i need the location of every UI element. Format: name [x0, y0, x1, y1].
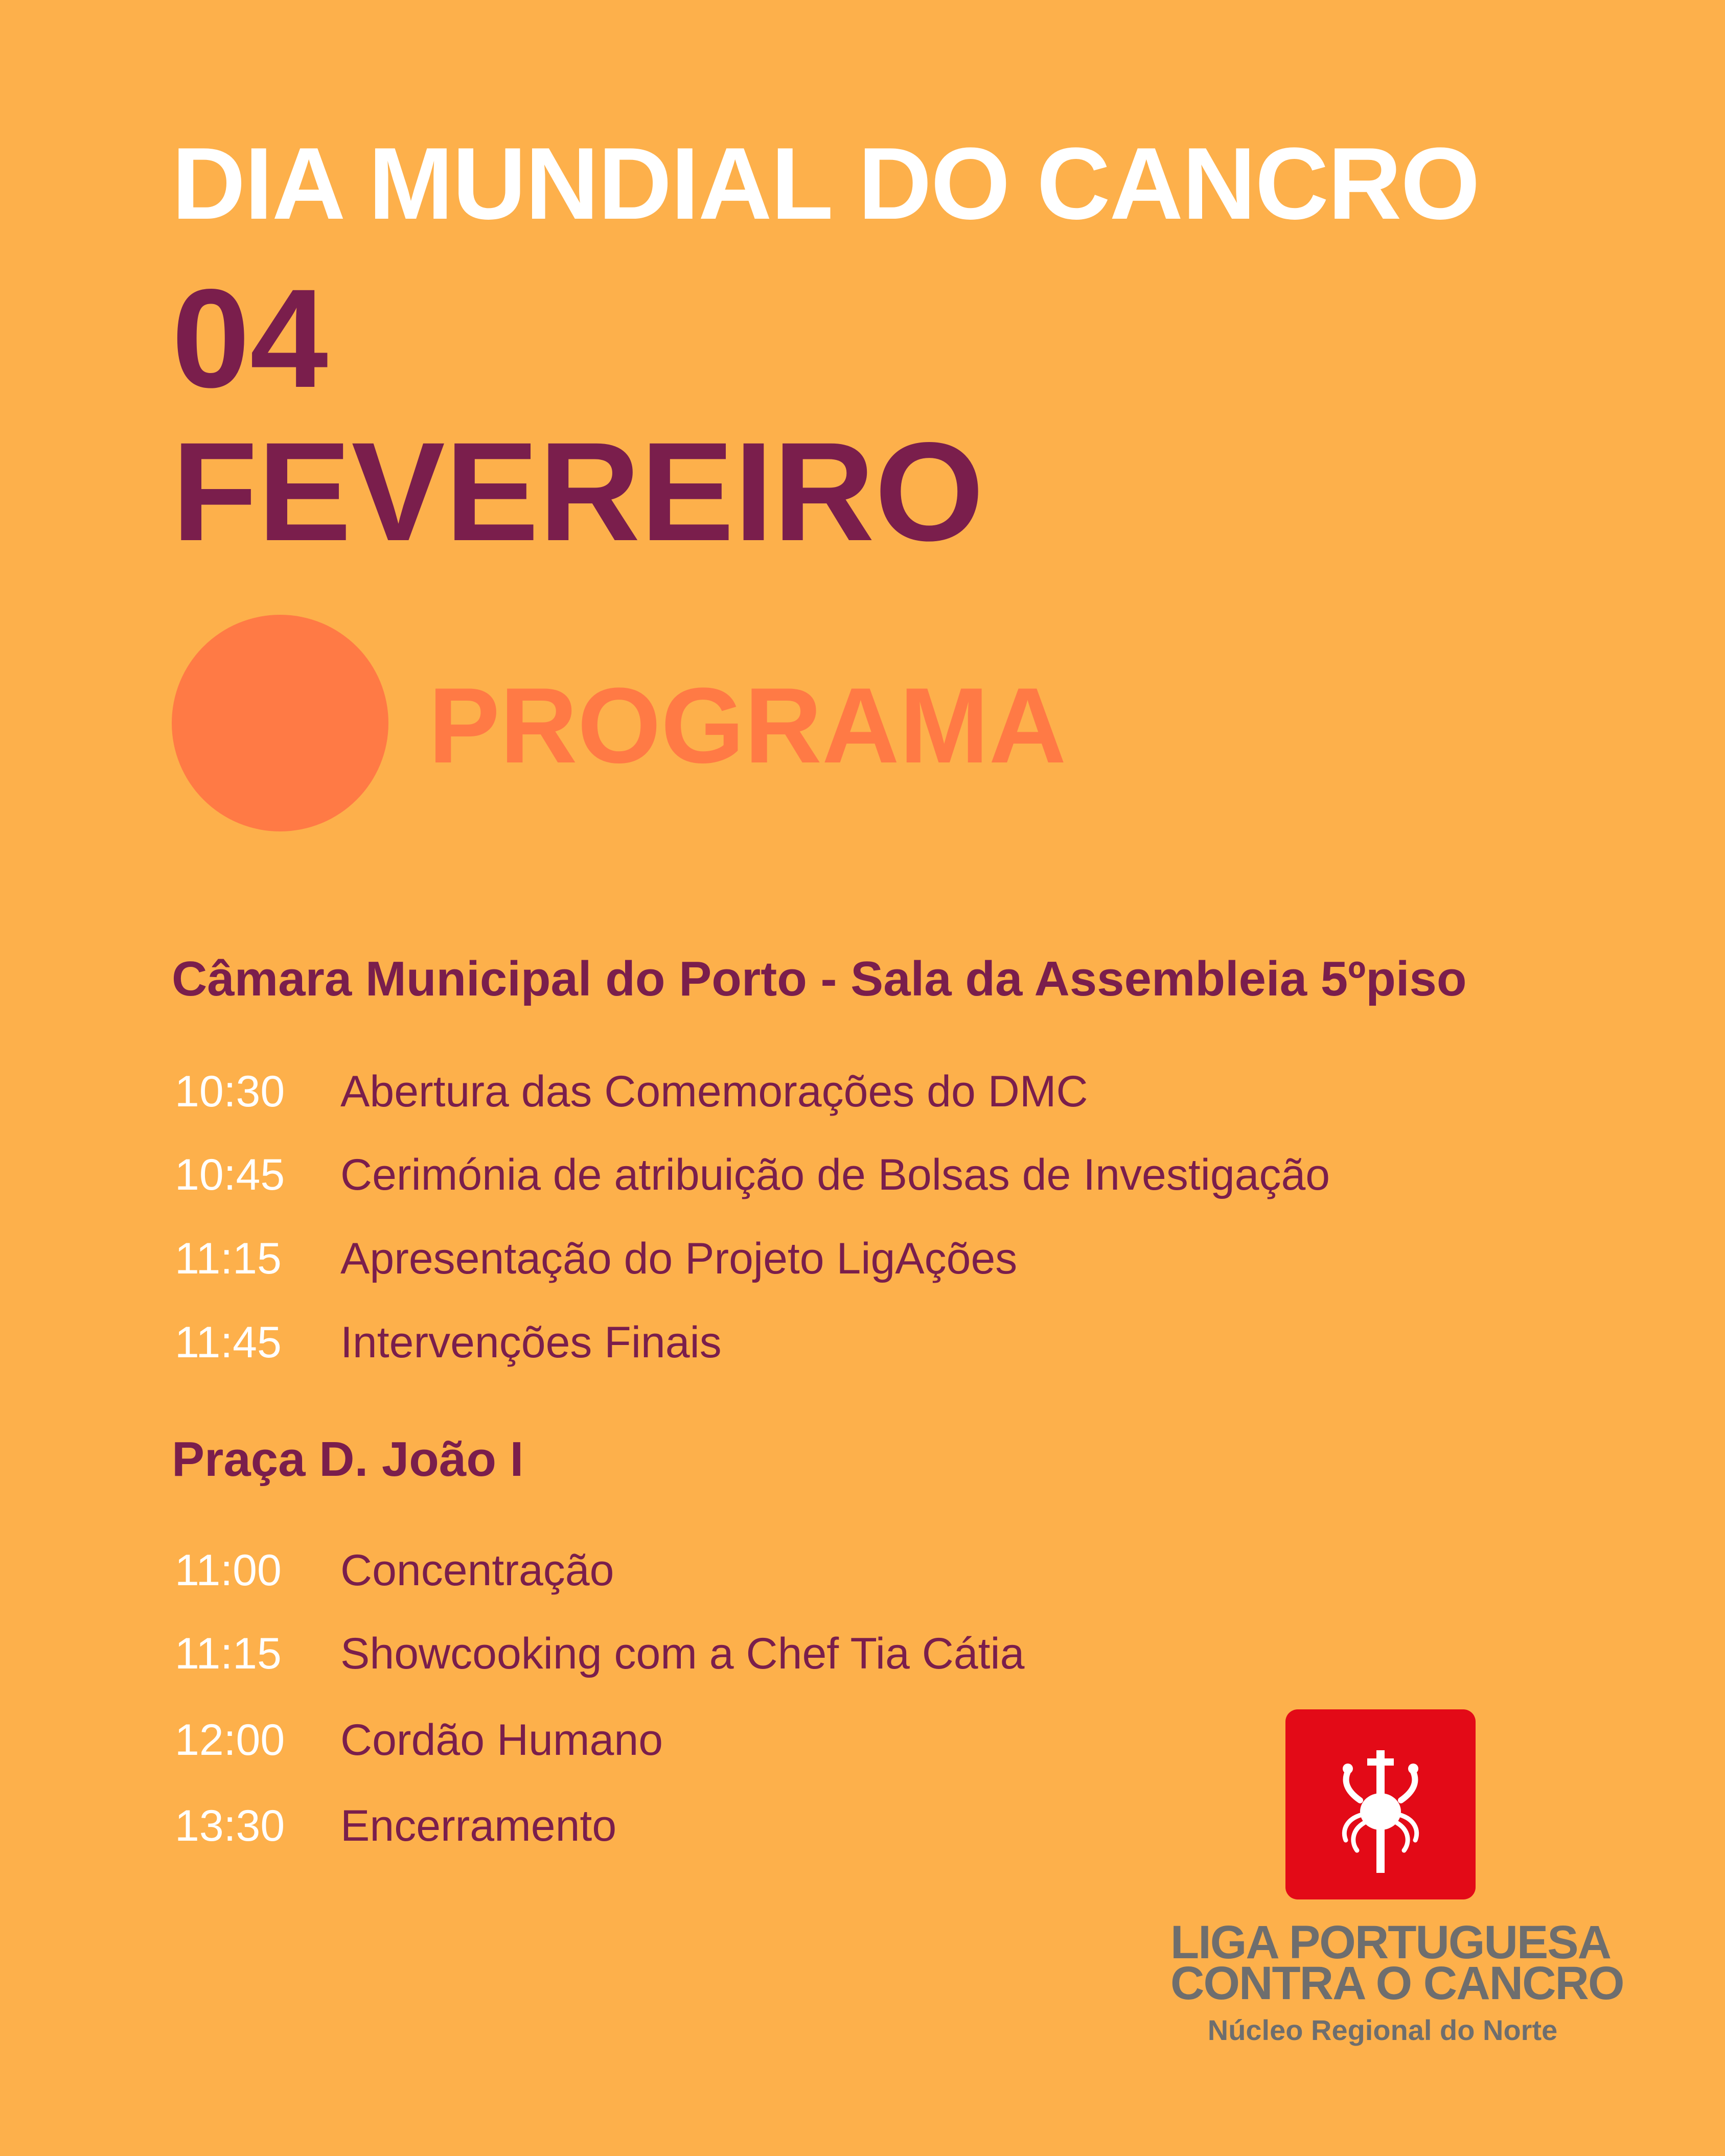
decorative-circle	[172, 615, 388, 831]
schedule-time: 10:45	[175, 1150, 285, 1199]
program-heading: PROGRAMA	[428, 665, 1067, 785]
schedule-time: 11:00	[175, 1546, 282, 1595]
lpcc-logo	[1285, 1709, 1476, 1899]
schedule-label: Cerimónia de atribuição de Bolsas de Investigação	[340, 1150, 1330, 1199]
schedule-time: 12:00	[175, 1715, 285, 1765]
section-title-camara: Câmara Municipal do Porto - Sala da Assembleia 5ºpiso	[172, 952, 1467, 1006]
schedule-label: Abertura das Comemorações do DMC	[340, 1067, 1088, 1116]
schedule-label: Showcooking com a Chef Tia Cátia	[340, 1629, 1025, 1678]
schedule-label: Cordão Humano	[340, 1715, 663, 1765]
schedule-time: 11:45	[175, 1318, 282, 1367]
schedule-label: Concentração	[340, 1546, 614, 1595]
schedule-time: 11:15	[175, 1234, 282, 1283]
org-subtitle: Núcleo Regional do Norte	[1207, 2014, 1558, 2046]
schedule-label: Intervenções Finais	[340, 1318, 722, 1367]
schedule-label: Encerramento	[340, 1801, 617, 1850]
org-name-line2: CONTRA O CANCRO	[1170, 1957, 1624, 2009]
event-day: 04	[172, 260, 328, 417]
schedule-time: 11:15	[175, 1629, 282, 1678]
event-month: FEVEREIRO	[172, 413, 984, 570]
schedule-time: 10:30	[175, 1067, 285, 1116]
section-title-praca: Praça D. João I	[172, 1432, 524, 1487]
event-title: DIA MUNDIAL DO CANCRO	[172, 127, 1479, 241]
lpcc-crab-cross-icon	[1285, 1709, 1476, 1899]
schedule-label: Apresentação do Projeto LigAções	[340, 1234, 1018, 1283]
org-name-line1: LIGA PORTUGUESA	[1170, 1916, 1611, 1968]
schedule-time: 13:30	[175, 1801, 285, 1850]
